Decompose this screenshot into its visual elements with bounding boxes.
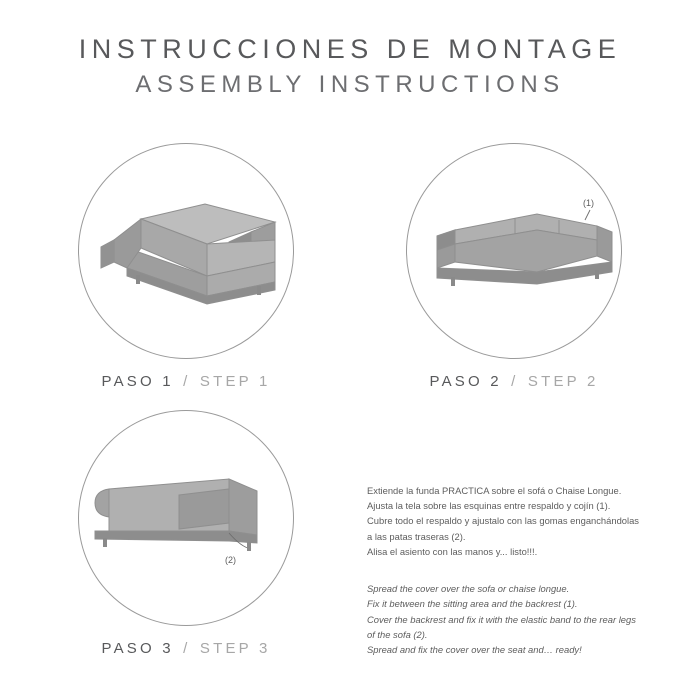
step-2-label <box>406 373 622 390</box>
step-2-callout-text: (1) <box>583 198 594 208</box>
step-3-callout-text: (2) <box>225 555 236 565</box>
page-title-english: ASSEMBLY INSTRUCTIONS <box>135 71 565 99</box>
step-1-label-english: STEP 1 <box>199 373 271 390</box>
step-2-illustration-circle <box>406 143 622 359</box>
step-1-label <box>78 373 294 390</box>
instruction-en-line-4: Spread and fix the cover over the seat and… ready! <box>367 644 582 656</box>
step-3-label <box>78 640 294 657</box>
step-1-label-separator: / <box>183 373 191 390</box>
step-3-label-separator: / <box>183 640 191 657</box>
step-2-label-english: STEP 2 <box>527 373 599 390</box>
sofa-cover-tucked-icon <box>407 144 623 360</box>
sofa-with-cover-draped-icon <box>79 144 295 360</box>
instructions-text-block <box>367 483 639 657</box>
page-title-spanish: INSTRUCCIONES DE MONTAGE <box>78 34 622 64</box>
instruction-es-line-2: Ajusta la tela sobre las esquinas entre respaldo y cojín (1). <box>367 500 611 512</box>
instruction-es-line-4: Alisa el asiento con las manos y... listo!!!. <box>367 545 538 557</box>
instruction-en-line-1: Spread the cover over the sofa or chaise longue. <box>367 583 570 595</box>
instruction-en-line-2: Fix it between the sitting area and the backrest (1). <box>367 598 578 610</box>
step-1-label-spanish: PASO 1 <box>101 373 174 390</box>
instructions-english <box>367 581 639 657</box>
step-2 <box>406 143 622 390</box>
instructions-spanish <box>367 483 639 559</box>
sofa-side-view-elastic-band-icon <box>79 411 295 627</box>
step-1-illustration-circle <box>78 143 294 359</box>
step-3-illustration-circle <box>78 410 294 626</box>
instruction-en-line-3: Cover the backrest and fix it with the elastic band to the rear legs of the sofa (2). <box>367 613 636 640</box>
step-3-label-spanish: PASO 3 <box>101 640 174 657</box>
step-1 <box>78 143 294 390</box>
step-2-label-separator: / <box>511 373 519 390</box>
step-3 <box>78 410 294 657</box>
instruction-es-line-1: Extiende la funda PRACTICA sobre el sofá o Chaise Longue. <box>367 485 622 496</box>
instruction-es-line-3: Cubre todo el respaldo y ajustalo con las gomas enganchándolas a las patas traseras (2). <box>367 515 639 542</box>
step-2-label-spanish: PASO 2 <box>429 373 502 390</box>
page-title-block <box>0 34 700 100</box>
step-3-label-english: STEP 3 <box>199 640 271 657</box>
